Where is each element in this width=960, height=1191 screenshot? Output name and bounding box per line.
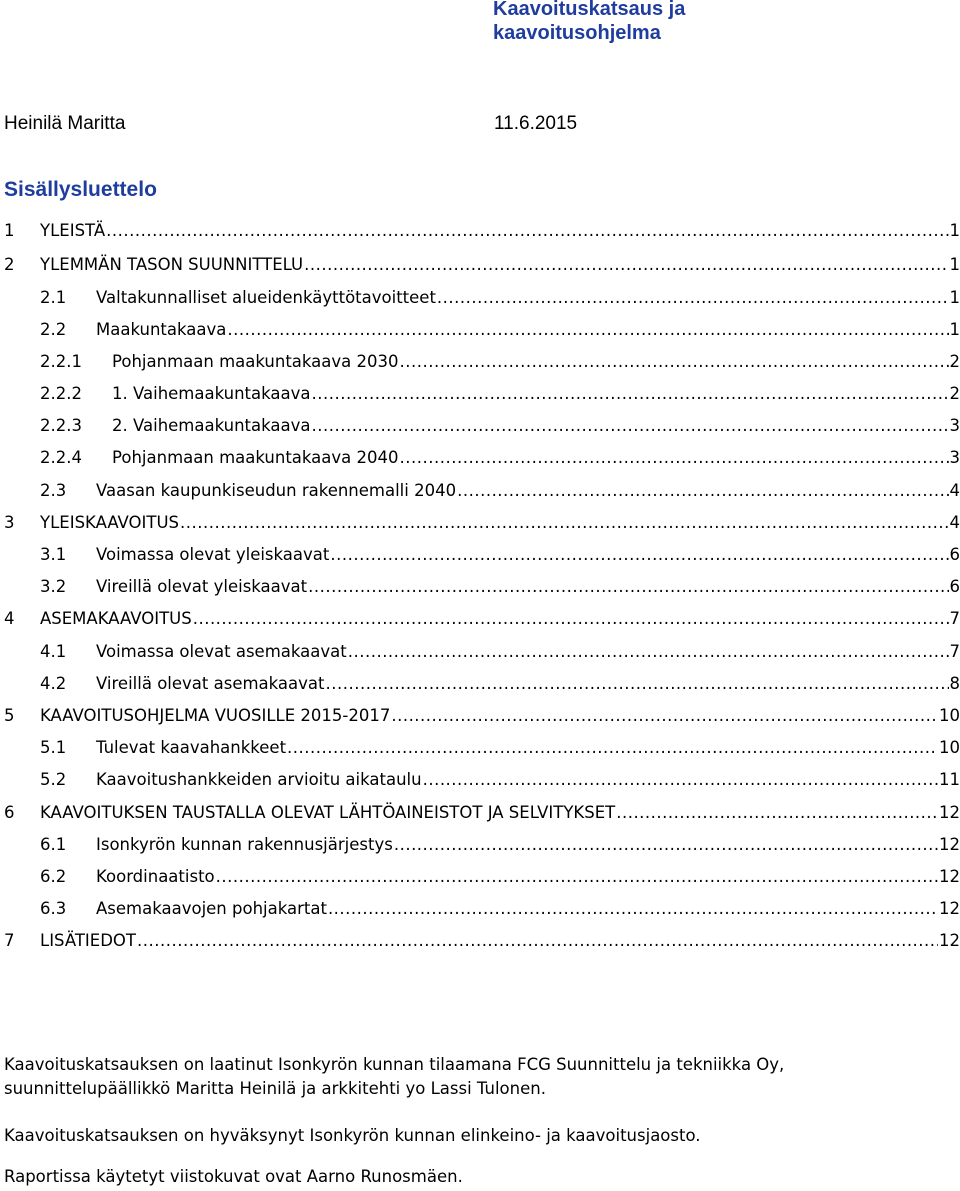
toc-entry[interactable]: [40, 736, 960, 760]
toc-entry-title: LISÄTIEDOT: [40, 931, 136, 950]
toc-entry-page: 3: [949, 416, 960, 435]
toc-entry-title: Voimassa olevat yleiskaavat: [96, 545, 330, 564]
toc-entry[interactable]: [4, 801, 960, 825]
toc-dot-leader: [326, 672, 949, 696]
toc-entry-number: 3: [4, 513, 15, 532]
toc-entry[interactable]: [40, 446, 960, 470]
document-title: [493, 0, 685, 45]
toc-entry-number: 2.2.2: [40, 384, 82, 403]
toc-dot-leader: [394, 833, 938, 857]
toc-entry[interactable]: [40, 768, 960, 792]
toc-entry-page: 6: [949, 545, 960, 564]
toc-dot-leader: [312, 414, 949, 438]
toc-entry-number: 6: [4, 803, 15, 822]
toc-entry-number: 2.2: [40, 320, 67, 339]
authorship-paragraph: Kaavoituskatsauksen on laatinut Isonkyrön kunnan tilaamana FCG Suunnittelu ja tekniikka Oy, suunnittelupäällikkö Maritta Heinilä ja arkkitehti yo Lassi Tulonen.: [4, 1055, 785, 1098]
toc-entry-number: 7: [4, 931, 15, 950]
toc-entry-number: 4: [4, 609, 15, 628]
toc-entry-number: 6.2: [40, 867, 67, 886]
toc-dot-leader: [328, 897, 938, 921]
toc-dot-leader: [391, 704, 938, 728]
toc-entry-page: 11: [939, 770, 960, 789]
toc-entry[interactable]: [40, 414, 960, 438]
toc-entry[interactable]: [40, 350, 960, 374]
toc-entry-title: Valtakunnalliset alueidenkäyttötavoitteet: [96, 288, 436, 307]
document-title-line-2: kaavoitusohjelma: [493, 22, 661, 44]
toc-entry[interactable]: [40, 382, 960, 406]
toc-entry-page: 6: [949, 577, 960, 596]
toc-dot-leader: [423, 768, 938, 792]
toc-dot-leader: [304, 253, 948, 277]
toc-entry[interactable]: [40, 479, 960, 503]
toc-dot-leader: [400, 446, 949, 470]
toc-entry-page: 2: [949, 384, 960, 403]
document-date: 11.6.2015: [494, 113, 578, 134]
toc-entry-page: 7: [949, 609, 960, 628]
toc-entry-number: 5.1: [40, 738, 67, 757]
toc-entry[interactable]: [4, 219, 960, 243]
toc-entry[interactable]: [4, 253, 960, 277]
author-name: Heinilä Maritta: [4, 113, 126, 134]
toc-entry-number: 6.1: [40, 835, 67, 854]
toc-entry[interactable]: [4, 704, 960, 728]
toc-entry-page: 2: [949, 352, 960, 371]
toc-entry-number: 5.2: [40, 770, 67, 789]
toc-entry-number: 6.3: [40, 899, 67, 918]
toc-entry-number: 2.2.4: [40, 448, 82, 467]
toc-entry-page: 12: [939, 803, 960, 822]
toc-entry-page: 12: [939, 899, 960, 918]
toc-dot-leader: [216, 865, 938, 889]
toc-entry-title: Vireillä olevat yleiskaavat: [96, 577, 308, 596]
toc-dot-leader: [616, 801, 938, 825]
toc-entry[interactable]: [4, 511, 960, 535]
toc-entry-title: 2. Vaihemaakuntakaava: [112, 416, 311, 435]
toc-entry[interactable]: [40, 672, 960, 696]
toc-dot-leader: [193, 607, 949, 631]
toc-entry-page: 12: [939, 835, 960, 854]
toc-entry-number: 3.2: [40, 577, 67, 596]
toc-entry-title: Maakuntakaava: [96, 320, 227, 339]
toc-dot-leader: [312, 382, 949, 406]
approval-paragraph: Kaavoituskatsauksen on hyväksynyt Isonkyrön kunnan elinkeino- ja kaavoitusjaosto.: [4, 1126, 701, 1145]
toc-entry-title: KAAVOITUKSEN TAUSTALLA OLEVAT LÄHTÖAINEISTOT JA SELVITYKSET: [40, 803, 616, 822]
toc-entry-title: KAAVOITUSOHJELMA VUOSILLE 2015-2017: [40, 706, 391, 725]
toc-entry-page: 10: [939, 738, 960, 757]
toc-entry-number: 2: [4, 255, 15, 274]
toc-dot-leader: [287, 736, 938, 760]
toc-entry-number: 4.2: [40, 674, 67, 693]
toc-entry[interactable]: [40, 833, 960, 857]
toc-entry-title: Isonkyrön kunnan rakennusjärjestys: [96, 835, 393, 854]
toc-entry[interactable]: [40, 318, 960, 342]
toc-dot-leader: [330, 543, 948, 567]
toc-entry-title: YLEISTÄ: [40, 221, 106, 240]
toc-dot-leader: [137, 929, 938, 953]
toc-entry-title: YLEMMÄN TASON SUUNNITTELU: [40, 255, 304, 274]
toc-entry-title: ASEMAKAAVOITUS: [40, 609, 192, 628]
toc-entry-page: 1: [949, 320, 960, 339]
toc-entry[interactable]: [40, 897, 960, 921]
toc-dot-leader: [180, 511, 948, 535]
toc-entry-page: 1: [949, 288, 960, 307]
toc-dot-leader: [308, 575, 948, 599]
toc-entry-title: Voimassa olevat asemakaavat: [96, 642, 347, 661]
toc-dot-leader: [437, 286, 949, 310]
toc-entry-title: Pohjanmaan maakuntakaava 2030: [112, 352, 399, 371]
toc-entry-page: 12: [939, 931, 960, 950]
toc-entry-number: 2.3: [40, 481, 67, 500]
toc-entry-title: 1. Vaihemaakuntakaava: [112, 384, 311, 403]
toc-entry-page: 1: [949, 255, 960, 274]
toc-entry-title: Vaasan kaupunkiseudun rakennemalli 2040: [96, 481, 457, 500]
toc-entry-title: YLEISKAAVOITUS: [40, 513, 180, 532]
toc-entry-page: 3: [949, 448, 960, 467]
toc-entry-number: 1: [4, 221, 15, 240]
toc-entry[interactable]: [40, 865, 960, 889]
toc-entry[interactable]: [40, 286, 960, 310]
toc-entry-title: Asemakaavojen pohjakartat: [96, 899, 327, 918]
toc-entry-page: 12: [939, 867, 960, 886]
toc-entry-page: 4: [949, 481, 960, 500]
toc-entry-page: 7: [949, 642, 960, 661]
toc-entry-title: Tulevat kaavahankkeet: [96, 738, 287, 757]
toc-entry-title: Koordinaatisto: [96, 867, 215, 886]
toc-entry[interactable]: [40, 640, 960, 664]
toc-entry-title: Pohjanmaan maakuntakaava 2040: [112, 448, 399, 467]
toc-entry-title: Kaavoitushankkeiden arvioitu aikataulu: [96, 770, 422, 789]
toc-entry-number: 2.2.3: [40, 416, 82, 435]
toc-entry-page: 4: [949, 513, 960, 532]
toc-dot-leader: [227, 318, 948, 342]
toc-entry-title: Vireillä olevat asemakaavat: [96, 674, 325, 693]
toc-dot-leader: [348, 640, 949, 664]
toc-entry-page: 8: [949, 674, 960, 693]
document-title-line-1: Kaavoituskatsaus ja: [493, 0, 686, 20]
toc-entry-number: 3.1: [40, 545, 67, 564]
toc-dot-leader: [400, 350, 949, 374]
toc-entry[interactable]: [4, 929, 960, 953]
toc-dot-leader: [106, 219, 948, 243]
toc-entry-number: 5: [4, 706, 15, 725]
toc-entry[interactable]: [4, 607, 960, 631]
toc-entry-number: 2.1: [40, 288, 67, 307]
toc-entry-page: 1: [949, 221, 960, 240]
toc-entry[interactable]: [40, 575, 960, 599]
toc-entry-number: 2.2.1: [40, 352, 82, 371]
toc-dot-leader: [457, 479, 948, 503]
toc-entry-number: 4.1: [40, 642, 67, 661]
toc-heading: Sisällysluettelo: [4, 178, 157, 201]
toc-entry-page: 10: [939, 706, 960, 725]
photo-credit-paragraph: Raportissa käytetyt viistokuvat ovat Aarno Runosmäen.: [4, 1167, 463, 1186]
toc-entry[interactable]: [40, 543, 960, 567]
